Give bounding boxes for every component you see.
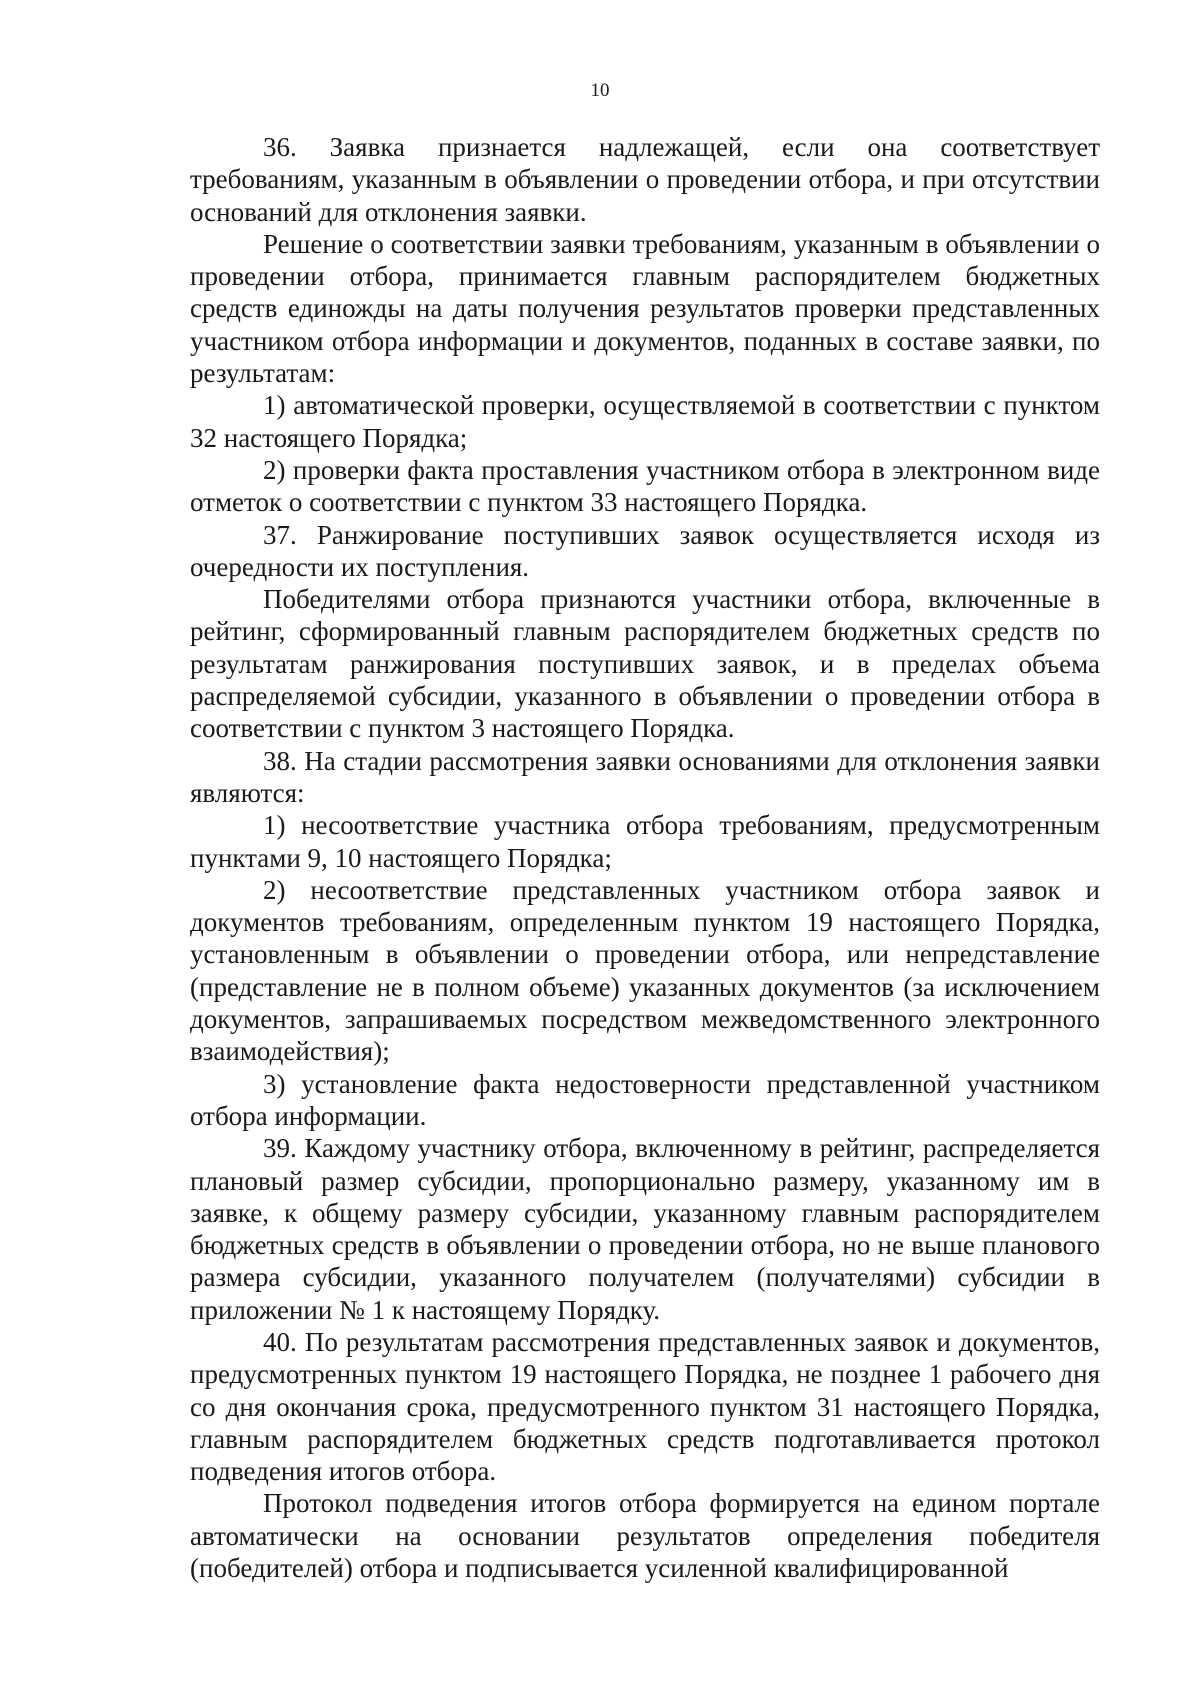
list-item-rejection-2: 2) несоответствие представленных участником отбора заявок и документов требованиям, определенным пунктом 19 настоящего Порядка, установленным в объявлении о проведении отбора, или непредставление (представление не в полном объеме) указанных документов (за исключением документов, запрашиваемых посредством межведомственного электронного взаимодействия); [190, 874, 1100, 1067]
paragraph-39: 39. Каждому участнику отбора, включенному в рейтинг, распределяется плановый размер субсидии, пропорционально размеру, указанному им в заявке, к общему размеру субсидии, указанному главным распорядителем бюджетных средств в объявлении о проведении отбора, но не выше планового размера субсидии, указанного получателем (получателями) субсидии в приложении № 1 к настоящему Порядку. [190, 1133, 1100, 1325]
paragraph-protocol: Протокол подведения итогов отбора формируется на едином портале автоматически на основании результатов определения победителя (победителей) отбора и подписывается усиленной квалифицированной [190, 1488, 1100, 1584]
page-number: 10 [590, 80, 610, 101]
paragraph-38: 38. На стадии рассмотрения заявки основаниями для отклонения заявки являются: [190, 745, 1100, 808]
list-item-automatic-check: 1) автоматической проверки, осуществляемой в соответствии с пунктом 32 настоящего Порядка; [190, 390, 1100, 453]
paragraph-winners: Победителями отбора признаются участники отбора, включенные в рейтинг, сформированный главным распорядителем бюджетных средств по результатам ранжирования поступивших заявок, и в пределах объема распределяемой субсидии, указанного в объявлении о проведении отбора в соответствии с пунктом 3 настоящего Порядка. [190, 584, 1100, 744]
body-text [190, 131, 1100, 1584]
list-item-rejection-1: 1) несоответствие участника отбора требованиям, предусмотренным пунктами 9, 10 настоящего Порядка; [190, 810, 1100, 873]
paragraph-decision: Решение о соответствии заявки требованиям, указанным в объявлении о проведении отбора, принимается главным распорядителем бюджетных средств единожды на даты получения результатов проверки представленных участником отбора информации и документов, поданных в составе заявки, по результатам: [190, 228, 1100, 389]
list-item-marks-check: 2) проверки факта проставления участником отбора в электронном виде отметок о соответствии с пунктом 33 настоящего Порядка. [190, 454, 1100, 518]
paragraph-40: 40. По результатам рассмотрения представленных заявок и документов, предусмотренных пунктом 19 настоящего Порядка, не позднее 1 рабочего дня со дня окончания срока, предусмотренного пунктом 31 настоящего Порядка, главным распорядителем бюджетных средств подготавливается протокол подведения итогов отбора. [190, 1326, 1100, 1487]
paragraph-36: 36. Заявка признается надлежащей, если она соответствует требованиям, указанным в объявлении о проведении отбора, и при отсутствии оснований для отклонения заявки. [190, 132, 1100, 227]
paragraph-37: 37. Ранжирование поступивших заявок осуществляется исходя из очередности их поступления. [190, 519, 1100, 582]
list-item-rejection-3: 3) установление факта недостоверности представленной участником отбора информации. [190, 1068, 1100, 1131]
